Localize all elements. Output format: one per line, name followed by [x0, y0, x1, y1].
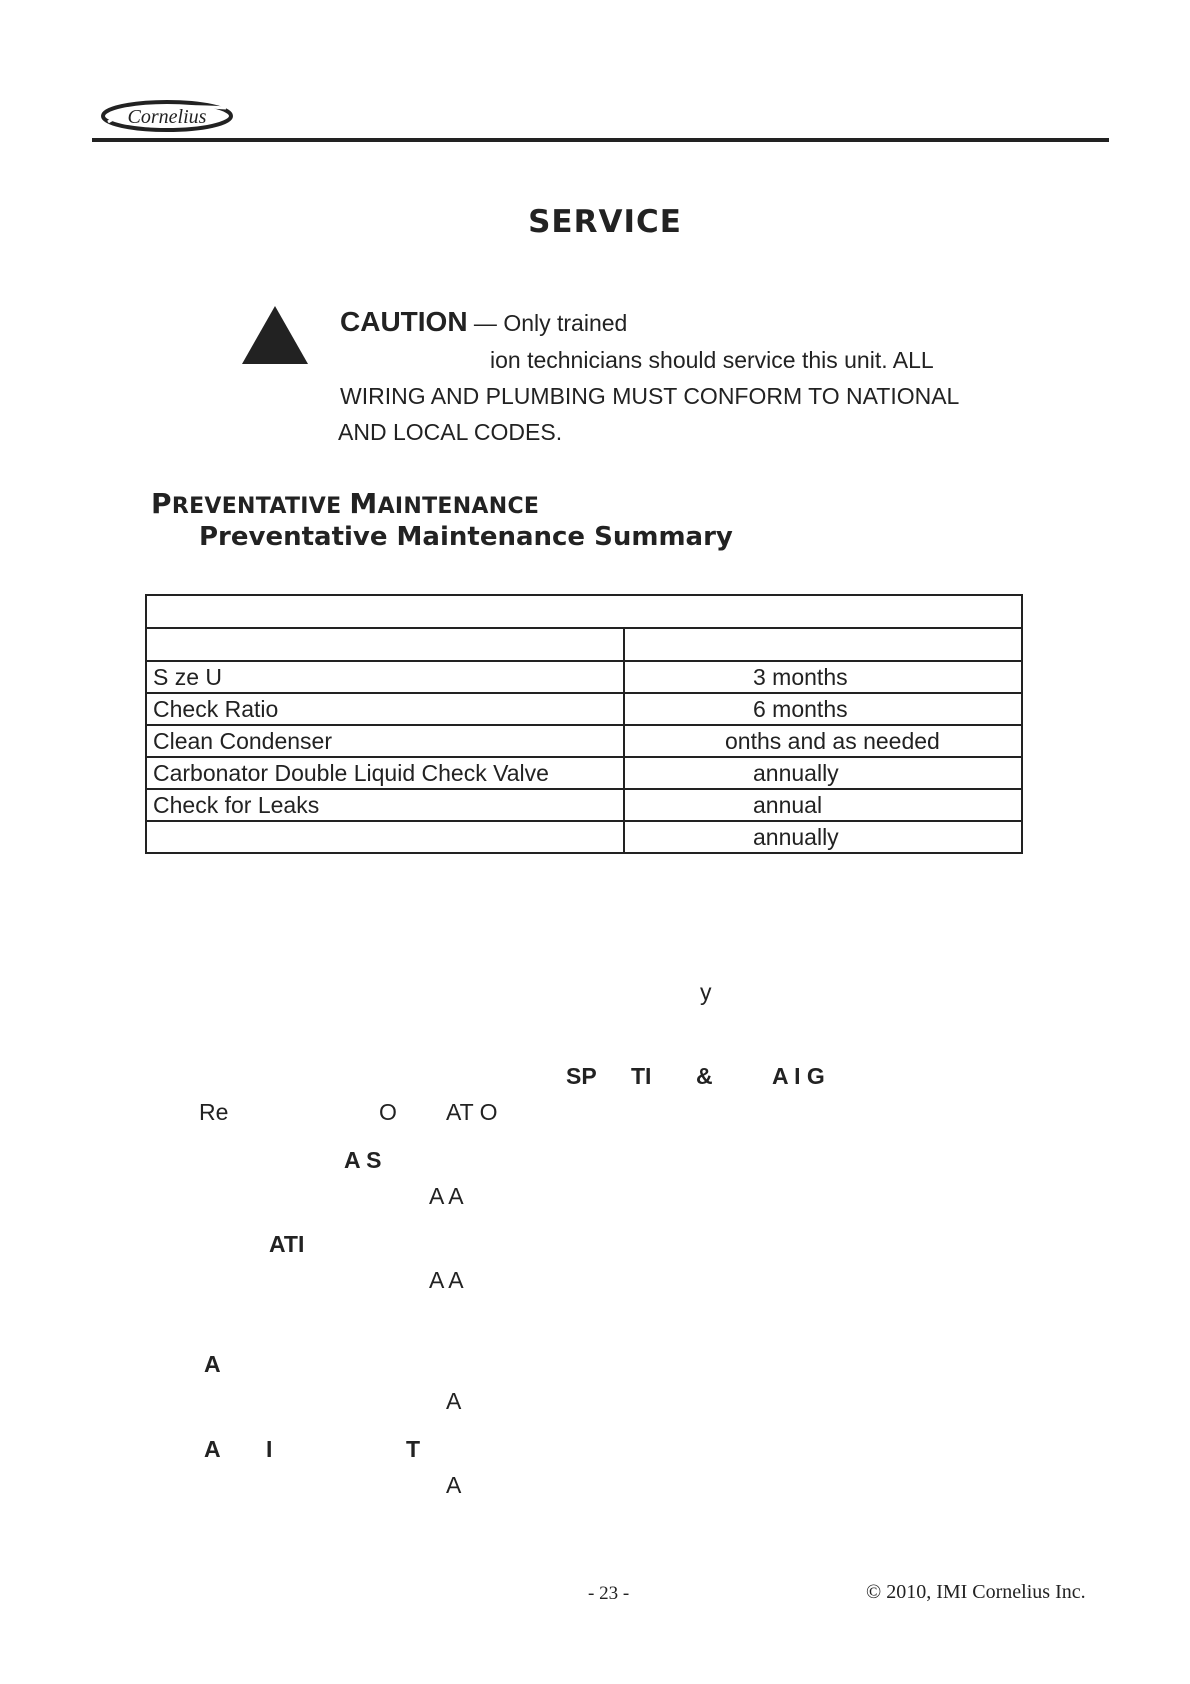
header-rule — [92, 138, 1109, 142]
task-cell — [146, 821, 624, 853]
fragment-a-2: A — [446, 1472, 462, 1498]
fragment-o: O — [379, 1099, 397, 1125]
section-heading — [151, 487, 539, 520]
table-title-row — [146, 595, 1022, 628]
table-row — [146, 693, 1022, 725]
maintenance-table — [145, 594, 1023, 854]
caution-text-2: ion technicians should service this unit. ALL — [490, 347, 934, 373]
table-header-row — [146, 628, 1022, 661]
fragment-aig: A I G — [772, 1063, 825, 1089]
fragment-a-bold-1: A — [204, 1351, 221, 1377]
task-cell: S ze U — [146, 661, 624, 693]
frequency-cell: onths and as needed — [624, 725, 1022, 757]
heading-initial-m: M — [349, 487, 378, 520]
table-row — [146, 725, 1022, 757]
frequency-cell: annually — [624, 821, 1022, 853]
fragment-aa-1: A A — [429, 1183, 464, 1209]
fragment-i-bold: I — [266, 1436, 273, 1462]
page-title: SERVICE — [528, 204, 682, 240]
copyright: © 2010, IMI Cornelius Inc. — [866, 1581, 1086, 1603]
task-cell: Check for Leaks — [146, 789, 624, 821]
frequency-cell: annually — [624, 757, 1022, 789]
fragment-re: Re — [199, 1099, 229, 1125]
table-row — [146, 661, 1022, 693]
logo-wordmark: Cornelius — [127, 106, 207, 128]
warning-triangle-icon — [240, 304, 310, 366]
fragment-as: A S — [344, 1147, 382, 1173]
task-cell: Carbonator Double Liquid Check Valve — [146, 757, 624, 789]
fragment-sp: SP — [566, 1063, 597, 1089]
subheading: Preventative Maintenance Summary — [199, 522, 733, 552]
heading-initial-p: P — [151, 487, 172, 520]
heading-rest-1: REVENTATIVE — [171, 494, 350, 519]
table-row — [146, 789, 1022, 821]
fragment-a-bold-2: A — [204, 1436, 221, 1462]
caution-text-4: AND LOCAL CODES. — [338, 419, 563, 445]
frequency-cell: annual — [624, 789, 1022, 821]
caution-line-1 — [340, 306, 627, 338]
fragment-a-1: A — [446, 1388, 462, 1414]
fragment-ati: ATI — [269, 1231, 305, 1257]
frequency-cell: 3 months — [624, 661, 1022, 693]
caution-dash: — — [467, 310, 504, 336]
caution-label: CAUTION — [340, 306, 468, 337]
cornelius-logo — [100, 98, 234, 134]
fragment-ato: AT O — [446, 1099, 498, 1125]
fragment-amp: & — [696, 1063, 713, 1089]
fragment-t-bold: T — [406, 1436, 421, 1462]
fragment-ti: TI — [631, 1063, 652, 1089]
page-number: - 23 - — [588, 1583, 630, 1604]
frequency-cell: 6 months — [624, 693, 1022, 725]
heading-rest-2: AINTENANCE — [377, 494, 540, 519]
table-row — [146, 821, 1022, 853]
fragment-y: y — [700, 979, 712, 1005]
task-cell: Check Ratio — [146, 693, 624, 725]
table-row — [146, 757, 1022, 789]
caution-text-1: Only trained — [503, 310, 628, 336]
task-cell: Clean Condenser — [146, 725, 624, 757]
caution-text-3: WIRING AND PLUMBING MUST CONFORM TO NATIONAL — [340, 383, 960, 409]
fragment-aa-2: A A — [429, 1267, 464, 1293]
